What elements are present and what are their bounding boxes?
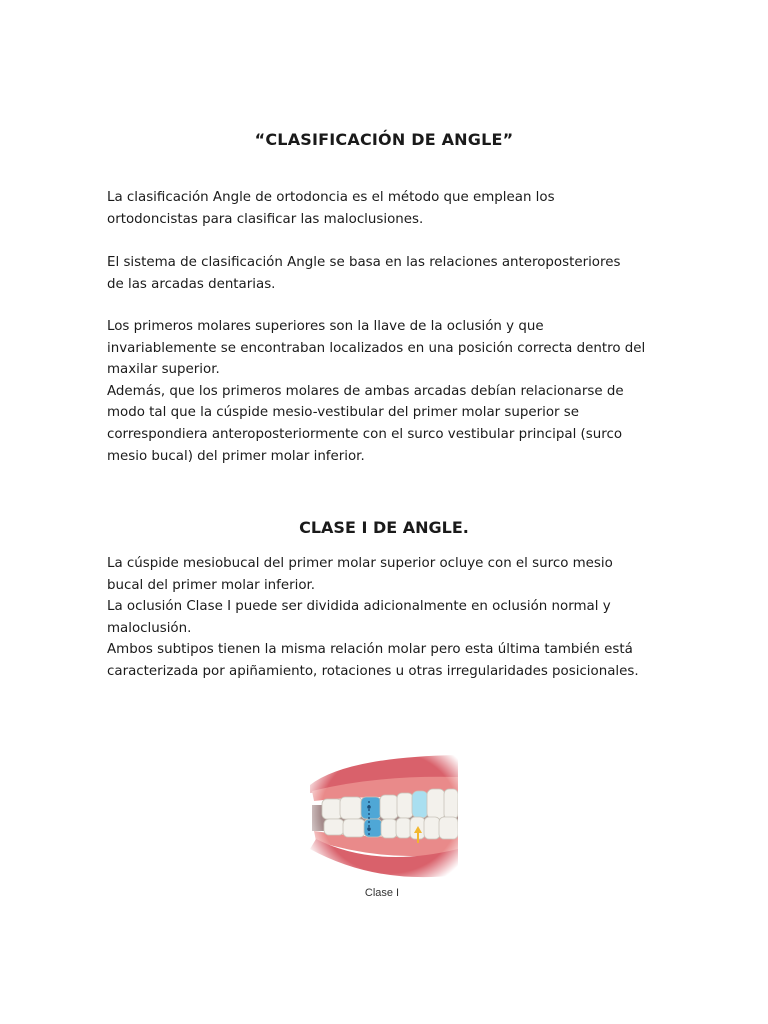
intro-paragraph-1: [107, 187, 667, 230]
teeth-illustration-svg: [306, 745, 458, 880]
text-line: El sistema de clasificación Angle se basa en las relaciones anteroposteriores: [107, 255, 621, 270]
section-heading-class-1: [0, 518, 768, 537]
text-line: La clasificación Angle de ortodoncia es el método que emplean los: [107, 190, 555, 205]
class-1-paragraph: [107, 553, 667, 683]
image-vignette: [306, 745, 458, 880]
class-1-occlusion-illustration: [306, 745, 458, 880]
text-line: maxilar superior.: [107, 362, 220, 378]
text-line: Además, que los primeros molares de ambas arcadas debían relacionarse de: [107, 383, 624, 399]
figure-caption: Clase I: [364, 887, 400, 899]
text-line: maloclusión.: [107, 620, 192, 636]
text-line: Los primeros molares superiores son la llave de la oclusión y que: [107, 319, 544, 334]
text-line: bucal del primer molar inferior.: [107, 577, 316, 593]
intro-paragraph-2: [107, 252, 667, 295]
section-heading-suffix: .: [462, 518, 469, 537]
text-line: La cúspide mesiobucal del primer molar superior ocluye con el surco mesio: [107, 556, 613, 571]
text-line: mesio bucal) del primer molar inferior.: [107, 448, 365, 464]
text-line: Ambos subtipos tienen la misma relación molar pero esta última también está: [107, 642, 633, 658]
document-title: “CLASIFICACIÓN DE ANGLE”: [254, 130, 514, 149]
text-line: invariablemente se encontraban localizados en una posición correcta dentro del: [107, 340, 646, 356]
text-line: ortodoncistas para clasificar las maloclusiones.: [107, 211, 424, 227]
text-line: modo tal que la cúspide mesio-vestibular del primer molar superior se: [107, 405, 580, 421]
text-line: correspondiera anteroposteriormente con el surco vestibular principal (surco: [107, 426, 623, 442]
section-heading-text: CLASE I DE ANGLE: [299, 518, 463, 537]
text-line: de las arcadas dentarias.: [107, 276, 276, 292]
text-line: La oclusión Clase I puede ser dividida adicionalmente en oclusión normal y: [107, 599, 611, 615]
text-line: caracterizada por apiñamiento, rotaciones u otras irregularidades posicionales.: [107, 663, 639, 679]
intro-paragraph-3: [107, 316, 667, 467]
